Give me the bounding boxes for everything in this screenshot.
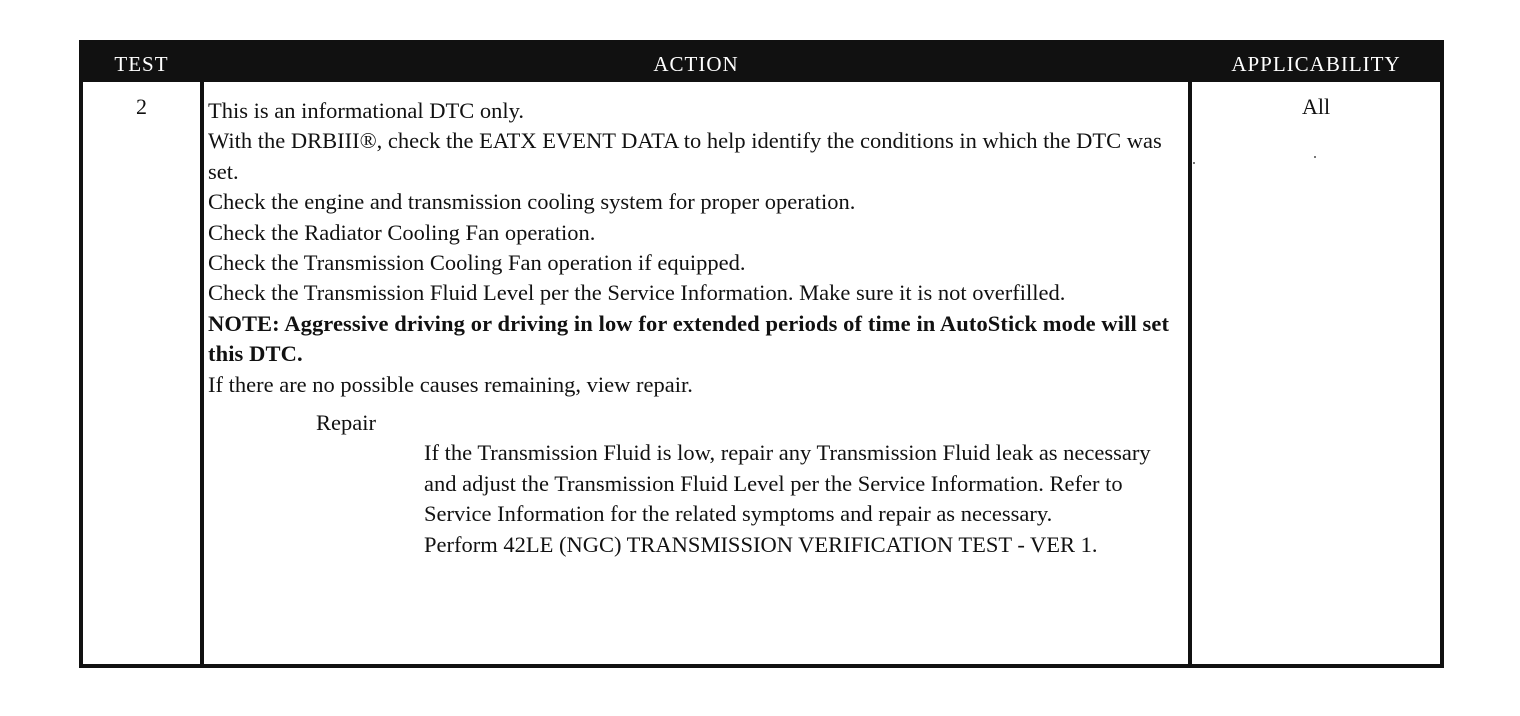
header-applicability: APPLICABILITY	[1231, 52, 1401, 76]
repair-block	[208, 438, 1183, 560]
repair-label: Repair	[316, 410, 376, 436]
table-header-row	[83, 44, 1440, 82]
column-divider-applicability	[1188, 82, 1192, 668]
action-line: With the DRBIII®, check the EATX EVENT DATA to help identify the conditions in which the DTC was set.	[208, 128, 1162, 184]
column-divider-test	[200, 82, 204, 668]
action-line: Check the Transmission Cooling Fan operation if equipped.	[208, 250, 746, 276]
action-cell	[208, 96, 1183, 560]
action-line: Check the Radiator Cooling Fan operation.	[208, 219, 596, 245]
header-test: TEST	[114, 52, 169, 76]
diagnostic-test-table	[79, 40, 1444, 668]
action-line: Check the engine and transmission cooling system for proper operation.	[208, 189, 856, 215]
closing-line: If there are no possible causes remaining, view repair.	[208, 371, 693, 397]
test-number: 2	[136, 94, 147, 119]
action-line: This is an informational DTC only.	[208, 98, 524, 123]
repair-text: If the Transmission Fluid is low, repair any Transmission Fluid leak as necessary and adjust the Transmission Fluid Level per the Service Information. Refer to Service Information for the related symptoms and repair as necessary.	[424, 440, 1151, 527]
applicability-value: All	[1301, 94, 1331, 119]
action-line: Check the Transmission Fluid Level per the Service Information. Make sure it is not overfilled.	[208, 280, 1066, 306]
verification-text: Perform 42LE (NGC) TRANSMISSION VERIFICATION TEST - VER 1.	[424, 531, 1098, 557]
header-action: ACTION	[653, 52, 739, 76]
scan-speck	[1193, 162, 1195, 164]
note-text: NOTE: Aggressive driving or driving in low for extended periods of time in AutoStick mode will set this DTC.	[208, 310, 1170, 367]
scan-speck	[1314, 156, 1316, 158]
